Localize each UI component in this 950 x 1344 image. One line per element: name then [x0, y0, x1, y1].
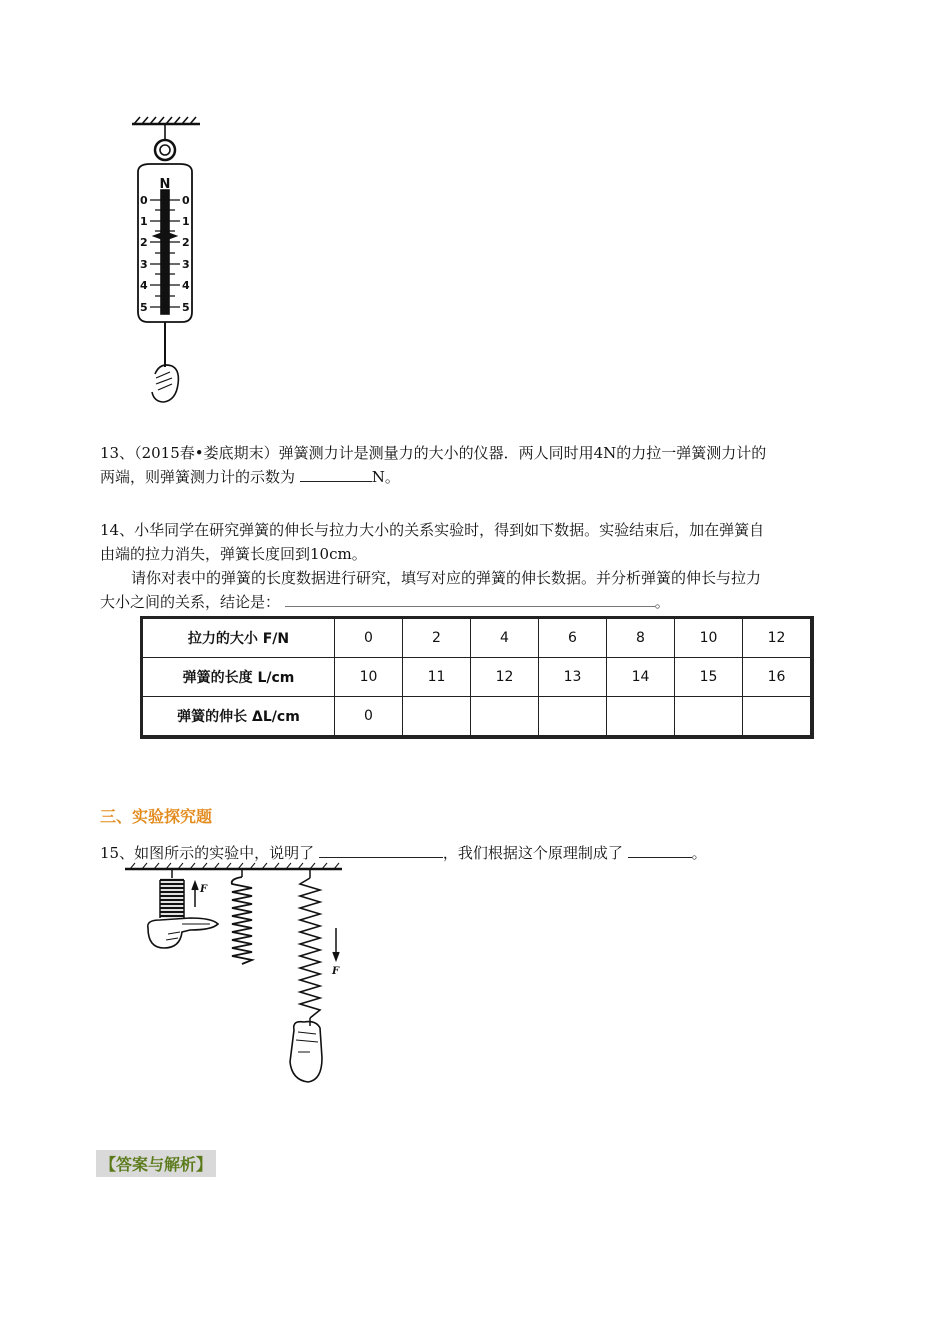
q15-blank-1[interactable]	[319, 841, 443, 858]
q13-line1	[100, 441, 766, 465]
q15-blank-2[interactable]	[628, 841, 692, 858]
table-cell-blank[interactable]	[471, 697, 539, 736]
table-cell: 10	[675, 619, 743, 658]
table-cell: 4	[471, 619, 539, 658]
table-cell: 14	[607, 658, 675, 697]
scale-label-right-2: 2	[182, 236, 190, 249]
q14-line4	[100, 590, 764, 614]
table-cell-blank[interactable]	[675, 697, 743, 736]
q13-number: 13、	[100, 444, 135, 462]
table-row-extension	[143, 697, 811, 736]
table-cell-blank[interactable]	[403, 697, 471, 736]
table-row-length	[143, 658, 811, 697]
scale-label-left-0: 0	[140, 194, 148, 207]
q13-text-line1: （2015春•娄底期末）弹簧测力计是测量力的大小的仪器．两人同时用4N的力拉一弹簧测力计的	[134, 444, 767, 462]
table-cell: 16	[743, 658, 811, 697]
question-13	[100, 441, 766, 489]
table-cell: 11	[403, 658, 471, 697]
spring-data-table	[140, 616, 814, 739]
scale-label-right-0: 0	[182, 194, 190, 207]
table-cell: 15	[675, 658, 743, 697]
q13-line2	[100, 465, 766, 489]
force-label-down: F	[332, 966, 340, 977]
answer-header: 【答案与解析】	[96, 1150, 216, 1177]
table-cell: 10	[335, 658, 403, 697]
scale-label-left-4: 4	[140, 279, 148, 292]
row-header-extension: 弹簧的伸长 ΔL/cm	[143, 697, 335, 736]
q13-text-line2: 两端，则弹簧测力计的示数为	[100, 468, 296, 486]
scale-label-left-1: 1	[140, 215, 148, 228]
q14-line1: 14、小华同学在研究弹簧的伸长与拉力大小的关系实验时，得到如下数据。实验结束后，加在弹簧自	[100, 521, 765, 539]
scale-label-left-5: 5	[140, 301, 148, 314]
spring-experiment-figure	[120, 862, 350, 1102]
section-heading: 三、实验探究题	[100, 807, 213, 826]
q14-conclusion-blank[interactable]	[285, 590, 655, 607]
table-cell-blank[interactable]	[607, 697, 675, 736]
q13-answer-blank[interactable]	[300, 465, 372, 482]
table-cell: 6	[539, 619, 607, 658]
table-cell: 2	[403, 619, 471, 658]
scale-label-right-5: 5	[182, 301, 190, 314]
table-cell: 12	[471, 658, 539, 697]
q15-text-middle: ，我们根据这个原理制成了	[442, 844, 623, 862]
q14-line3: 请你对表中的弹簧的长度数据进行研究，填写对应的弹簧的伸长数据。并分析弹簧的伸长与拉力	[131, 569, 762, 587]
table-cell: 12	[743, 619, 811, 658]
q14-conclusion-label: 大小之间的关系，结论是：	[100, 593, 281, 611]
table-cell: 0	[335, 619, 403, 658]
question-14	[100, 518, 764, 614]
q15-text-before: 15、如图所示的实验中，说明了	[100, 844, 315, 862]
scale-label-left-2: 2	[140, 236, 148, 249]
scale-label-right-4: 4	[182, 279, 190, 292]
q14-line2: 由端的拉力消失，弹簧长度回到10cm。	[100, 545, 367, 563]
scale-label-right-3: 3	[182, 258, 190, 271]
row-header-length: 弹簧的长度 L/cm	[143, 658, 335, 697]
table-cell-blank[interactable]	[539, 697, 607, 736]
row-header-force: 拉力的大小 F/N	[143, 619, 335, 658]
spring-scale-figure	[120, 112, 210, 412]
unit-label: N	[159, 177, 171, 192]
q15-text-after: 。	[691, 844, 707, 862]
scale-label-left-3: 3	[140, 258, 148, 271]
force-label-up: F	[200, 884, 208, 895]
scale-label-right-1: 1	[182, 215, 190, 228]
table-row-force	[143, 619, 811, 658]
table-cell: 8	[607, 619, 675, 658]
q13-unit: N。	[371, 468, 400, 486]
table-cell-blank[interactable]	[743, 697, 811, 736]
q14-conclusion-end: 。	[654, 593, 670, 611]
table-cell: 13	[539, 658, 607, 697]
table-cell: 0	[335, 697, 403, 736]
